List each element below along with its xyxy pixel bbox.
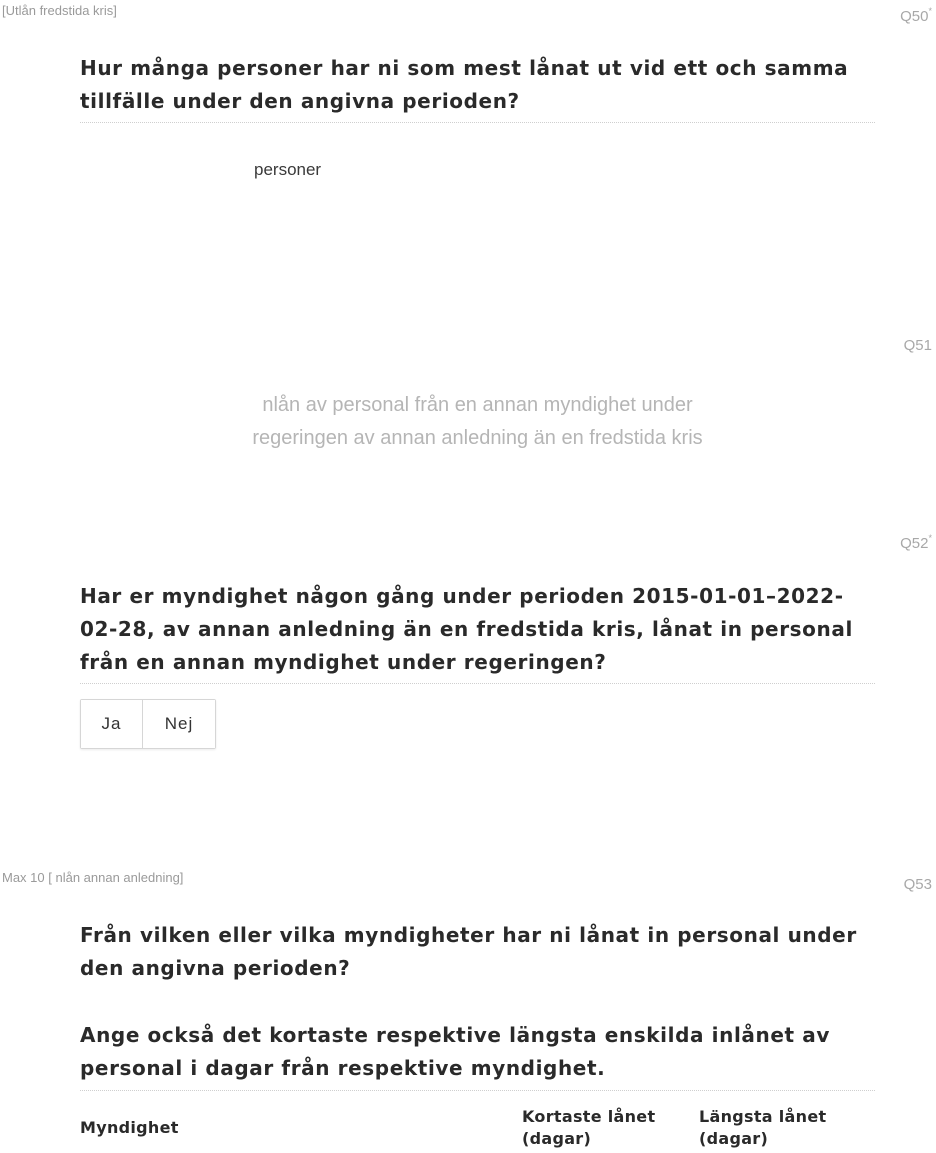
q52-divider — [80, 683, 875, 684]
q50-input-suffix: personer — [254, 160, 322, 179]
q51-info-text — [0, 389, 936, 455]
q52-answer-options — [80, 699, 216, 749]
q50-question-text: Hur många personer har ni som mest lånat ut vid ett och samma tillfälle under den angivna perioden? — [80, 56, 849, 113]
required-mark: * — [928, 533, 932, 543]
q50-meta-tag: [Utlån fredstida kris] — [2, 3, 117, 18]
column-header-langsta: Längsta lånet (dagar) — [699, 1107, 827, 1148]
column-header-kortaste: Kortaste lånet (dagar) — [522, 1107, 656, 1148]
q53-table-header — [80, 1106, 875, 1151]
q53-instruction-text: Ange också det kortaste respektive längsta enskilda inlånet av personal i dagar från respektive myndighet. — [80, 1023, 830, 1080]
q50-divider — [80, 122, 875, 123]
required-mark: * — [928, 6, 932, 16]
q52-number: Q52* — [900, 533, 932, 552]
q50-number: Q50* — [900, 6, 932, 25]
q51-info-line-1: nlån av personal från en annan myndighet under — [262, 394, 693, 416]
q51-info-line-2: regeringen av annan anledning än en fredstida kris — [252, 427, 703, 449]
q51-number: Q51 — [903, 337, 932, 354]
q53-question-text: Från vilken eller vilka myndigheter har ni lånat in personal under den angivna perioden? — [80, 923, 857, 980]
q52-question-text: Har er myndighet någon gång under perioden 2015-01-01–2022-02-28, av annan anledning än en fredstida kris, lånat in personal från en annan myndighet under regeringen? — [80, 584, 853, 674]
column-header-myndighet: Myndighet — [80, 1118, 179, 1137]
q53-divider — [80, 1090, 875, 1091]
option-nej-button[interactable]: Nej — [143, 700, 215, 748]
q53-number: Q53 — [903, 876, 932, 893]
option-ja-button[interactable]: Ja — [81, 700, 143, 748]
q53-meta-tag: Max 10 [ nlån annan anledning] — [2, 870, 184, 885]
